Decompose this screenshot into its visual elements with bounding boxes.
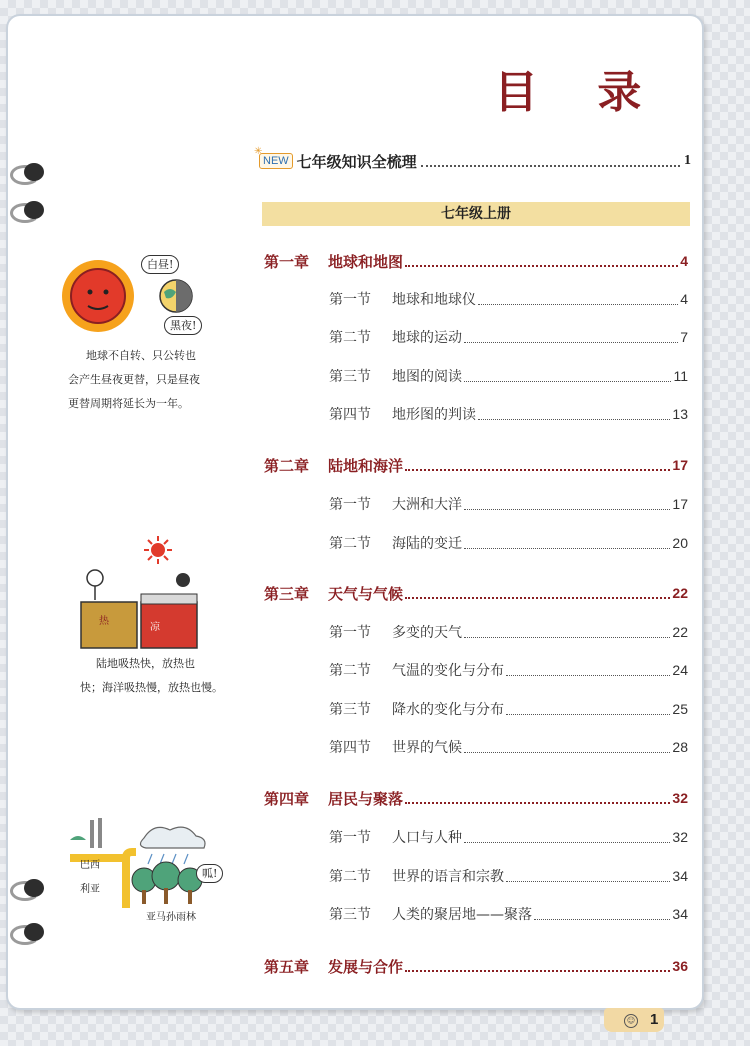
binder-ring xyxy=(12,160,42,184)
chapter-page: 36 xyxy=(672,958,688,974)
leader-dots xyxy=(534,909,670,920)
new-badge-text: NEW xyxy=(263,155,289,167)
toc-section[interactable] xyxy=(329,659,688,681)
illustration-caption: 会产生昼夜更替，只是昼夜 xyxy=(68,373,200,386)
section-page: 17 xyxy=(672,496,688,512)
section-page: 7 xyxy=(680,329,688,345)
new-entry-title: 七年级知识全梳理 xyxy=(296,152,417,171)
volume-banner: 七年级上册 xyxy=(262,202,690,226)
leader-dots xyxy=(405,960,670,972)
leader-dots xyxy=(464,371,671,382)
section-title: 大洲和大洋 xyxy=(392,497,462,513)
leader-dots xyxy=(478,409,670,420)
spark-icon: ✳ xyxy=(254,146,263,157)
chapter-title: 发展与合作 xyxy=(328,957,404,976)
section-label: 第二节 xyxy=(329,536,371,552)
illustration-caption: 陆地吸热快，放热也 xyxy=(96,657,195,670)
section-label: 第四节 xyxy=(329,740,371,756)
toc-chapter-2[interactable] xyxy=(264,454,688,476)
rainforest-label: 亚马孙雨林 xyxy=(146,912,196,923)
section-page: 28 xyxy=(672,739,688,755)
section-title: 地球的运动 xyxy=(392,330,462,346)
binder-ring xyxy=(12,920,42,944)
leader-dots xyxy=(506,871,670,882)
page-title: 目 录 xyxy=(494,67,664,118)
chapter-title: 居民与聚落 xyxy=(328,789,404,808)
toc-section[interactable] xyxy=(329,365,688,387)
speech-bubble: 黑夜! xyxy=(164,316,202,335)
section-label: 第二节 xyxy=(329,869,371,885)
speech-bubble: 呱! xyxy=(196,864,223,883)
toc-section[interactable] xyxy=(329,826,688,848)
section-page: 4 xyxy=(680,291,688,307)
toc-section[interactable] xyxy=(329,736,688,758)
sea-label: 凉 xyxy=(150,622,160,633)
binder-ring xyxy=(12,198,42,222)
section-title: 降水的变化与分布 xyxy=(392,702,504,718)
section-label: 第一节 xyxy=(329,497,371,513)
section-page: 32 xyxy=(672,829,688,845)
toc-section[interactable] xyxy=(329,532,688,554)
land-label: 热 xyxy=(99,616,109,627)
leader-dots xyxy=(405,255,678,267)
section-page: 34 xyxy=(672,868,688,884)
leader-dots xyxy=(464,832,670,843)
section-label: 第二节 xyxy=(329,663,371,679)
section-label: 第一节 xyxy=(329,292,371,308)
section-page: 22 xyxy=(672,624,688,640)
leader-dots xyxy=(405,587,670,599)
chapter-title: 陆地和海洋 xyxy=(328,456,404,475)
leader-dots xyxy=(464,538,670,549)
toc-section[interactable] xyxy=(329,288,688,310)
section-title: 世界的语言和宗教 xyxy=(392,869,504,885)
brazil-label: 巴西 xyxy=(80,860,100,871)
toc-section[interactable] xyxy=(329,326,688,348)
toc-section[interactable] xyxy=(329,621,688,643)
section-title: 多变的天气 xyxy=(392,625,462,641)
leader-dots xyxy=(421,155,680,167)
toc-section[interactable] xyxy=(329,493,688,515)
leader-dots xyxy=(464,627,670,638)
toc-chapter-4[interactable] xyxy=(264,787,688,809)
section-page: 34 xyxy=(672,906,688,922)
chapter-page: 17 xyxy=(672,457,688,473)
new-toc-entry[interactable] xyxy=(254,146,691,172)
leader-dots xyxy=(506,665,670,676)
chapter-title: 地球和地图 xyxy=(328,252,404,271)
earth-illustration xyxy=(156,276,196,316)
section-page: 13 xyxy=(672,406,688,422)
section-page: 24 xyxy=(672,662,688,678)
section-title: 人口与人种 xyxy=(392,830,462,846)
section-label: 第三节 xyxy=(329,702,371,718)
speech-bubble: 白昼! xyxy=(141,255,179,274)
small-sun-icon xyxy=(143,535,173,565)
chapter-label: 第二章 xyxy=(264,456,310,475)
section-label: 第三节 xyxy=(329,907,371,923)
toc-chapter-3[interactable] xyxy=(264,582,688,604)
illustration-caption: 地球不自转、只公转也 xyxy=(86,349,196,362)
brazil-label: 利亚 xyxy=(80,884,100,895)
section-label: 第三节 xyxy=(329,369,371,385)
leader-dots xyxy=(405,792,670,804)
smiley-icon: ☺ xyxy=(624,1014,638,1028)
illustration-caption: 更替周期将延长为一年。 xyxy=(68,397,189,410)
new-badge xyxy=(254,146,293,169)
toc-chapter-1[interactable] xyxy=(264,250,688,272)
toc-section[interactable] xyxy=(329,403,688,425)
toc-section[interactable] xyxy=(329,903,688,925)
leader-dots xyxy=(405,459,670,471)
section-title: 地球和地球仪 xyxy=(392,292,476,308)
chapter-label: 第一章 xyxy=(264,252,310,271)
leader-dots xyxy=(478,294,678,305)
section-title: 地形图的判读 xyxy=(392,407,476,423)
section-title: 世界的气候 xyxy=(392,740,462,756)
chapter-label: 第五章 xyxy=(264,957,310,976)
toc-chapter-5[interactable] xyxy=(264,955,688,977)
page-number-tab xyxy=(604,1008,664,1032)
section-title: 地图的阅读 xyxy=(392,369,462,385)
section-title: 人类的聚居地——聚落 xyxy=(392,907,532,923)
land-sea-illustration xyxy=(79,568,199,650)
toc-section[interactable] xyxy=(329,865,688,887)
chapter-label: 第四章 xyxy=(264,789,310,808)
toc-section[interactable] xyxy=(329,698,688,720)
section-label: 第一节 xyxy=(329,830,371,846)
chapter-page: 22 xyxy=(672,585,688,601)
chapter-page: 32 xyxy=(672,790,688,806)
section-title: 气温的变化与分布 xyxy=(392,663,504,679)
chapter-label: 第三章 xyxy=(264,584,310,603)
section-page: 11 xyxy=(673,368,688,384)
section-page: 20 xyxy=(672,535,688,551)
leader-dots xyxy=(464,332,678,343)
chapter-title: 天气与气候 xyxy=(328,584,404,603)
new-entry-page: 1 xyxy=(684,153,691,168)
leader-dots xyxy=(464,742,670,753)
section-title: 海陆的变迁 xyxy=(392,536,462,552)
chapter-page: 4 xyxy=(680,253,688,269)
page-number: 1 xyxy=(650,1011,659,1028)
section-page: 25 xyxy=(672,701,688,717)
section-label: 第一节 xyxy=(329,625,371,641)
section-label: 第四节 xyxy=(329,407,371,423)
sun-illustration xyxy=(58,256,138,336)
leader-dots xyxy=(464,499,670,510)
illustration-caption: 快；海洋吸热慢，放热也慢。 xyxy=(80,681,223,694)
leader-dots xyxy=(506,704,670,715)
section-label: 第二节 xyxy=(329,330,371,346)
binder-ring xyxy=(12,876,42,900)
